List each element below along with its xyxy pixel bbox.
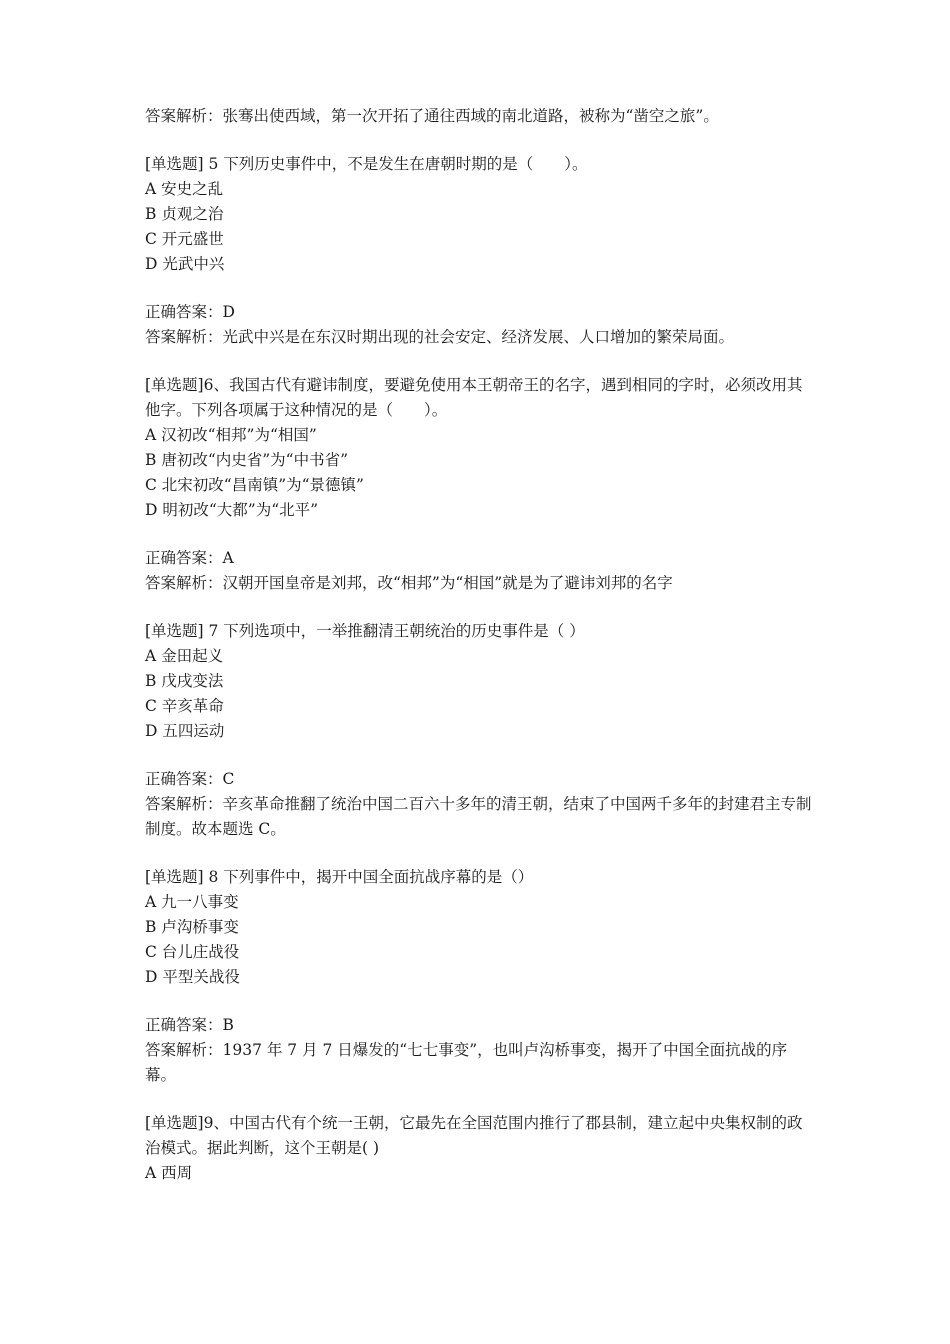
document-body xyxy=(145,104,815,1186)
option-b: B 卢沟桥事变 xyxy=(145,918,239,936)
spacer xyxy=(145,596,815,619)
option-a: A 安史之乱 xyxy=(145,180,224,198)
option-c: C 北宋初改“昌南镇”为“景德镇” xyxy=(145,476,364,494)
spacer xyxy=(145,744,815,767)
question-stem: [单选题] 8 下列事件中，揭开中国全面抗战序幕的是（） xyxy=(145,868,534,886)
analysis-text: 答案解析：1937 年 7 月 7 日爆发的“七七事变”，也叫卢沟桥事变，揭开了中国全面抗战的序幕。 xyxy=(145,1041,788,1084)
option-b: B 戊戌变法 xyxy=(145,672,224,690)
option-c: C 辛亥革命 xyxy=(145,697,224,715)
spacer xyxy=(145,842,815,865)
option-b: B 贞观之治 xyxy=(145,205,224,223)
option-a: A 金田起义 xyxy=(145,647,224,665)
option-c: C 台儿庄战役 xyxy=(145,943,240,961)
option-d: D 明初改“大都”为“北平” xyxy=(145,501,319,519)
correct-answer: 正确答案：D xyxy=(145,303,235,321)
correct-answer: 正确答案：A xyxy=(145,549,234,567)
spacer xyxy=(145,1088,815,1111)
option-a: A 西周 xyxy=(145,1164,193,1182)
question-7 xyxy=(145,619,815,744)
option-d: D 平型关战役 xyxy=(145,968,240,986)
spacer xyxy=(145,129,815,152)
option-a: A 九一八事变 xyxy=(145,893,239,911)
option-d: D 光武中兴 xyxy=(145,255,225,273)
analysis-text: 答案解析：辛亥革命推翻了统治中国二百六十多年的清王朝，结束了中国两千多年的封建君主专制制度。故本题选 C。 xyxy=(145,795,812,838)
analysis-text: 答案解析：汉朝开国皇帝是刘邦，改“相邦”为“相国”就是为了避讳刘邦的名字 xyxy=(145,574,673,592)
question-5 xyxy=(145,152,815,277)
correct-answer: 正确答案：B xyxy=(145,1016,234,1034)
analysis-text: 答案解析：张骞出使西域，第一次开拓了通往西域的南北道路，被称为“凿空之旅”。 xyxy=(145,107,719,125)
option-a: A 汉初改“相邦”为“相国” xyxy=(145,426,317,444)
spacer xyxy=(145,523,815,546)
question-6 xyxy=(145,373,815,523)
option-c: C 开元盛世 xyxy=(145,230,224,248)
question-8 xyxy=(145,865,815,990)
question-9 xyxy=(145,1111,815,1186)
spacer xyxy=(145,990,815,1013)
question-stem: [单选题]9、中国古代有个统一王朝，它最先在全国范围内推行了郡县制，建立起中央集权制的政治模式。据此判断，这个王朝是( ) xyxy=(145,1114,803,1157)
spacer xyxy=(145,277,815,300)
option-b: B 唐初改“内史省”为“中书省” xyxy=(145,451,349,469)
question-stem: [单选题]6、我国古代有避讳制度，要避免使用本王朝帝王的名字，遇到相同的字时，必须改用其他字。下列各项属于这种情况的是（ ）。 xyxy=(145,376,803,419)
option-d: D 五四运动 xyxy=(145,722,225,740)
correct-answer: 正确答案：C xyxy=(145,770,235,788)
spacer xyxy=(145,350,815,373)
question-stem: [单选题] 5 下列历史事件中，不是发生在唐朝时期的是（ ）。 xyxy=(145,155,588,173)
analysis-text: 答案解析：光武中兴是在东汉时期出现的社会安定、经济发展、人口增加的繁荣局面。 xyxy=(145,328,735,346)
question-stem: [单选题] 7 下列选项中，一举推翻清王朝统治的历史事件是（ ） xyxy=(145,622,585,640)
